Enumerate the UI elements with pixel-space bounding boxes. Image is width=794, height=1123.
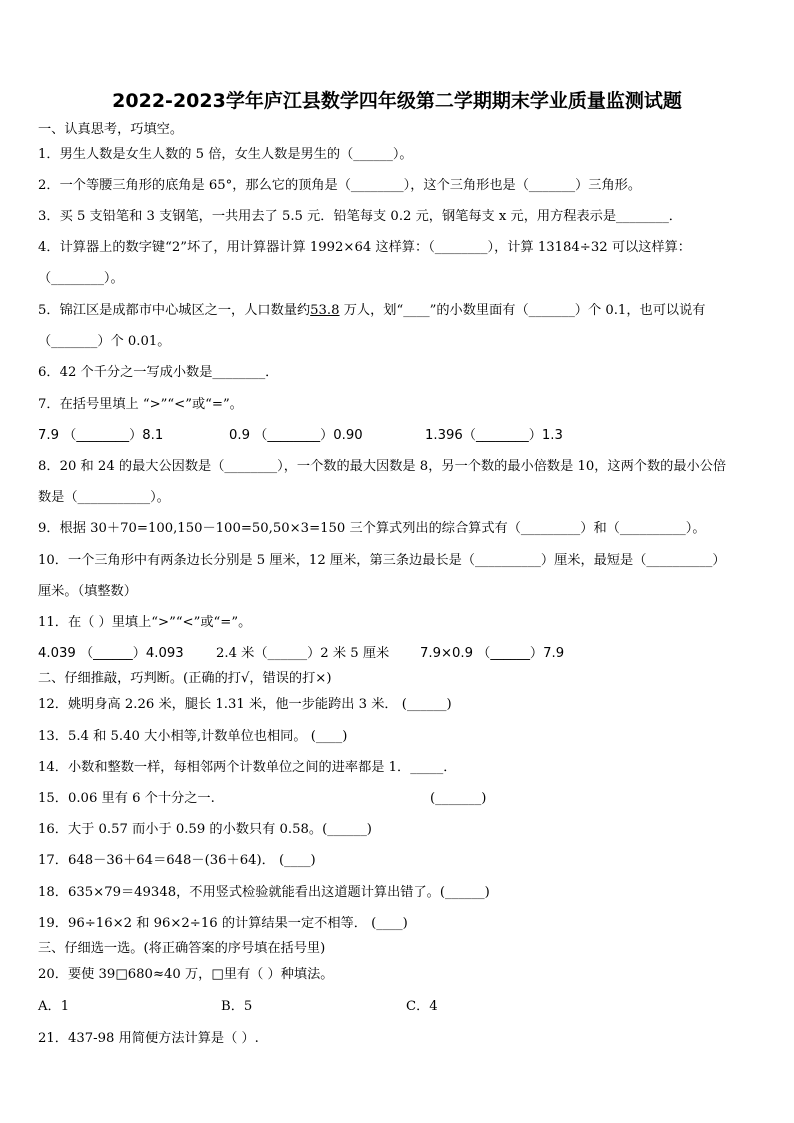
question-11: 11．在（ ）里填上“>”“<”或“=”。 (38, 615, 252, 630)
question-21: 21．437-98 用简便方法计算是（ ）. (38, 1031, 259, 1046)
question-17: 17．648－36＋64＝648－(36＋64)． (____) (38, 853, 316, 868)
question-4-line-2: （________）。 (38, 271, 124, 286)
question-20: 20．要使 39□680≈40 万，□里有（ ）种填法。 (38, 967, 334, 982)
question-11-item-2: 2.4 米（______）2 米 5 厘米 (216, 646, 390, 661)
question-16: 16．大于 0.57 而小于 0.59 的小数只有 0.58。(______) (38, 822, 372, 837)
question-10-line-1: 10．一个三角形中有两条边长分别是 5 厘米，12 厘米，第三条边最长是（__________）厘米，最短是（__________） (38, 553, 726, 568)
question-10-line-2: 厘米。（填整数） (38, 584, 137, 599)
question-8-line-2: 数是（___________）。 (38, 490, 170, 505)
question-9: 9．根据 30＋70=100,150－100=50,50×3=150 三个算式列出的综合算式有（_________）和（__________）。 (38, 521, 706, 536)
question-3: 3．买 5 支铅笔和 3 支钢笔，一共用去了 5.5 元．铅笔每支 0.2 元，钢笔每支 x 元，用方程表示是________． (38, 209, 682, 224)
question-11-item-1: 4.039 （______）4.093 (38, 646, 184, 661)
question-5-suffix: 万人，划“____”的小数里面有（_______）个 0.1，也可以说有 (339, 303, 706, 318)
question-7-item-3: 1.396（________）1.3 (425, 428, 563, 443)
question-15: 15．0.06 里有 6 个十分之一. (38, 791, 215, 806)
section-1-heading: 一、认真思考，巧填空。 (38, 122, 184, 137)
question-5-line-1 (38, 302, 705, 320)
question-4-line-1: 4．计算器上的数字键“2”坏了，用计算器计算 1992×64 这样算：（________），计算 13184÷32 可以这样算： (38, 240, 691, 255)
question-5-line-2: （_______）个 0.01。 (38, 334, 171, 349)
question-20-option-a: A．1 (38, 999, 70, 1014)
question-1: 1．男生人数是女生人数的 5 倍，女生人数是男生的（______）。 (38, 147, 413, 162)
question-7-item-1: 7.9 （________）8.1 (38, 428, 164, 443)
question-15-answer-blank: (_______) (430, 791, 487, 806)
question-20-option-c: C．4 (406, 999, 438, 1014)
section-2-heading: 二、仔细推敲，巧判断。(正确的打√，错误的打×) (38, 671, 332, 686)
question-5-prefix: 5．锦江区是成都市中心城区之一，人口数量约 (38, 303, 311, 318)
question-7: 7．在括号里填上 “>”“<”或“=”。 (38, 397, 243, 412)
question-13: 13．5.4 和 5.40 大小相等,计数单位也相同。 (____) (38, 729, 348, 744)
question-19: 19．96÷16×2 和 96×2÷16 的计算结果一定不相等． (____) (38, 916, 408, 931)
page-title: 2022-2023学年庐江县数学四年级第二学期期末学业质量监测试题 (112, 90, 682, 112)
question-11-item-3: 7.9×0.9 （______）7.9 (420, 646, 565, 661)
section-3-heading: 三、仔细选一选。(将正确答案的序号填在括号里) (38, 941, 326, 956)
question-18: 18．635×79＝49348，不用竖式检验就能看出这道题计算出错了。(______) (38, 885, 490, 900)
question-14: 14．小数和整数一样，每相邻两个计数单位之间的进率都是 1．_____． (38, 760, 457, 775)
question-12: 12．姚明身高 2.26 米，腿长 1.31 米，他一步能跨出 3 米． (______) (38, 697, 452, 712)
question-6: 6．42 个千分之一写成小数是________． (38, 365, 279, 380)
question-2: 2．一个等腰三角形的底角是 65°，那么它的顶角是（________），这个三角形也是（_______）三角形。 (38, 178, 642, 193)
question-7-item-2: 0.9 （________）0.90 (229, 428, 363, 443)
question-20-option-b: B．5 (221, 999, 253, 1014)
question-8-line-1: 8．20 和 24 的最大公因数是（________），一个数的最大因数是 8，另一个数的最小倍数是 10，这两个数的最小公倍 (38, 459, 727, 474)
question-5-underlined-number: 53.8 (310, 303, 340, 318)
